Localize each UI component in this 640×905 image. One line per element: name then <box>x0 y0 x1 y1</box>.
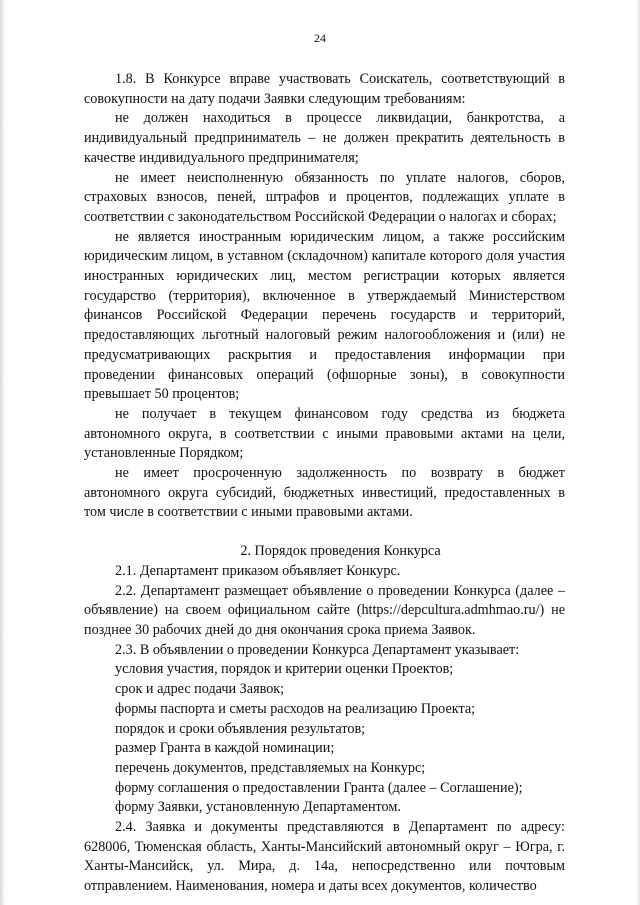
announcement-item: порядок и сроки объявления результатов; <box>115 720 366 737</box>
document-body <box>84 70 565 897</box>
requirement-no-overdue-debt: не имеет просроченную задолженность по возврату в бюджет автономного округа субсидий, бюджетных инвестиций, предоставленных в том числе в соответствии с иными правовыми актами. <box>84 465 565 521</box>
paragraph-1-8-intro: 1.8. В Конкурсе вправе участвовать Соискатель, соответствующий в совокупности на дату подачи Заявки следующим требованиям: <box>84 71 565 107</box>
requirement-not-foreign-entity: не является иностранным юридическим лицом, а также российским юридическим лицом, в уставном (складочном) капитале которого доля участия иностранных юридических лиц, местом регистрации которых является государство (территория), включенное в утверждаемый Министерством финансов Российской Федерации перечень государств и территорий, предоставляющих льготный налоговый режим налогообложения и (или) не предусматривающих раскрытия и предоставления информации при проведении финансовых операций (офшорные зоны), в совокупности превышает 50 процентов; <box>84 228 565 403</box>
paragraph-2-2: 2.2. Департамент размещает объявление о проведении Конкурса (далее – объявление) на своем официальном сайте (https://depcultura.admhmao.ru/) не позднее 30 рабочих дней до дня окончания срока приема Заявок. <box>84 582 565 638</box>
requirement-no-budget-funds: не получает в текущем финансовом году средства из бюджета автономного округа, в соответствии с иными правовыми актами на цели, установленные Порядком; <box>84 405 565 462</box>
announcement-item: срок и адрес подачи Заявок; <box>115 681 285 698</box>
page-number: 24 <box>314 31 326 45</box>
announcement-item: форму соглашения о предоставлении Гранта (далее – Соглашение); <box>115 779 523 796</box>
requirement-not-liquidation: не должен находиться в процессе ликвидации, банкротства, а индивидуальный предприниматель – не должен прекратить деятельность в качестве индивидуального предпринимателя; <box>84 110 565 166</box>
scan-edge-right <box>636 0 640 905</box>
announcement-item: размер Гранта в каждой номинации; <box>115 740 335 757</box>
section-2-heading: 2. Порядок проведения Конкурса <box>240 543 441 560</box>
scan-edge-left <box>0 0 5 905</box>
paragraph-2-4: 2.4. Заявка и документы представляются в Департамент по адресу: 628006, Тюменская область, Ханты-Мансийский автономный округ – Югра, г. Ханты-Мансийск, ул. Мира, д. 14а, непосредственно или почтовым отправлением. Наименования, номера и даты всех документов, количество <box>84 819 565 895</box>
paragraph-2-1: 2.1. Департамент приказом объявляет Конкурс. <box>115 562 401 579</box>
announcement-item: форму Заявки, установленную Департаментом. <box>115 799 401 816</box>
section-spacer <box>84 523 565 542</box>
announcement-item: формы паспорта и сметы расходов на реализацию Проекта; <box>115 700 476 717</box>
announcement-item: условия участия, порядок и критерии оценки Проектов; <box>115 661 454 678</box>
announcement-item: перечень документов, представляемых на Конкурс; <box>115 759 426 776</box>
requirement-no-tax-debt: не имеет неисполненную обязанность по уплате налогов, сборов, страховых взносов, пеней, штрафов и процентов, подлежащих уплате в соответствии с законодательством Российской Федерации о налогах и сборах; <box>84 169 565 225</box>
paragraph-2-3-intro: 2.3. В объявлении о проведении Конкурса Департамент указывает: <box>115 641 520 658</box>
